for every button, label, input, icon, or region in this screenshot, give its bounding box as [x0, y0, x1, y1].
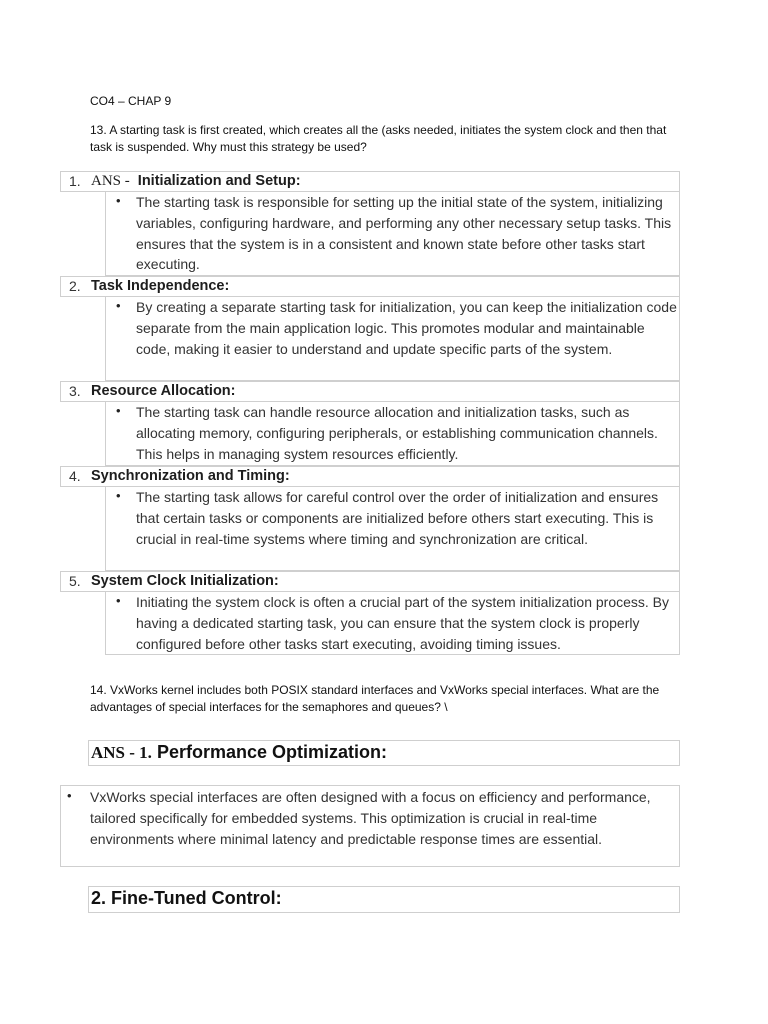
item-number: 5. [69, 573, 81, 589]
answer13-item1-body [105, 192, 680, 276]
answer13-item2-body [105, 297, 680, 381]
item-body: The starting task can handle resource allocation and initialization tasks, such as allocating memory, configuring peripherals, or establishing communication channels. This helps in managing system resources efficiently. [136, 404, 658, 462]
item-body: The starting task allows for careful control over the order of initialization and ensures that certain tasks or components are initialized before others start executing. This is crucial in real-time systems where timing and synchronization are critical. [136, 489, 659, 547]
body-text: VxWorks special interfaces are often designed with a focus on efficiency and performance, tailored specifically for embedded systems. This optimization is crucial in real-time environments where minimal latency and predictable response times are essential. [90, 789, 651, 847]
bullet-icon: • [116, 403, 121, 418]
bullet-icon: • [67, 788, 72, 803]
item-body: By creating a separate starting task for initialization, you can keep the initialization code separate from the main application logic. This promotes modular and maintainable code, making it easier to understand and update specific parts of the system. [136, 299, 677, 357]
answer13-item3-heading [60, 381, 680, 402]
answer14-heading1 [88, 740, 680, 766]
answer14-heading1-text [91, 742, 387, 763]
heading-text: 2. Fine-Tuned Control: [91, 888, 282, 908]
bullet-icon: • [116, 488, 121, 503]
question-14: 14. VxWorks kernel includes both POSIX standard interfaces and VxWorks special interfaces. What are the advantages of special interfaces for the semaphores and queues? \ [90, 683, 660, 714]
item-number: 3. [69, 383, 81, 399]
item-title [91, 173, 301, 190]
item-title: Synchronization and Timing: [91, 468, 290, 484]
item-number: 1. [69, 173, 81, 189]
answer-prefix: ANS - 1. [91, 743, 152, 762]
answer13-item5-heading [60, 571, 680, 592]
item-title: System Clock Initialization: [91, 573, 279, 589]
item-title: Task Independence: [91, 278, 230, 294]
answer14-heading2 [88, 886, 680, 913]
item-number: 2. [69, 278, 81, 294]
answer13-item2-heading [60, 276, 680, 297]
answer13-item5-body [105, 592, 680, 655]
heading-text: Performance Optimization: [156, 742, 387, 762]
chapter-header: CO4 – CHAP 9 [90, 94, 172, 108]
answer14-body1 [60, 785, 680, 867]
answer13-item4-body [105, 487, 680, 571]
question-13: 13. A starting task is first created, which creates all the (asks needed, initiates the system clock and then that task is suspended. Why must this strategy be used? [90, 123, 667, 154]
bullet-icon: • [116, 193, 121, 208]
item-title: Resource Allocation: [91, 383, 236, 399]
item-number: 4. [69, 468, 81, 484]
item-title-text: Initialization and Setup: [137, 173, 301, 189]
answer13-item3-body [105, 402, 680, 466]
answer-prefix: ANS - [91, 173, 130, 189]
bullet-icon: • [116, 593, 121, 608]
answer13-item1-heading [60, 171, 680, 192]
bullet-icon: • [116, 298, 121, 313]
answer13-item4-heading [60, 466, 680, 487]
item-body: Initiating the system clock is often a crucial part of the system initialization process. By having a dedicated starting task, you can ensure that the system clock is properly configured before other tasks start executing, avoiding timing issues. [136, 594, 670, 652]
item-body: The starting task is responsible for setting up the initial state of the system, initializing variables, configuring hardware, and performing any other necessary setup tasks. This ensures that the system is in a consistent and known state before other tasks start executing. [136, 194, 672, 273]
